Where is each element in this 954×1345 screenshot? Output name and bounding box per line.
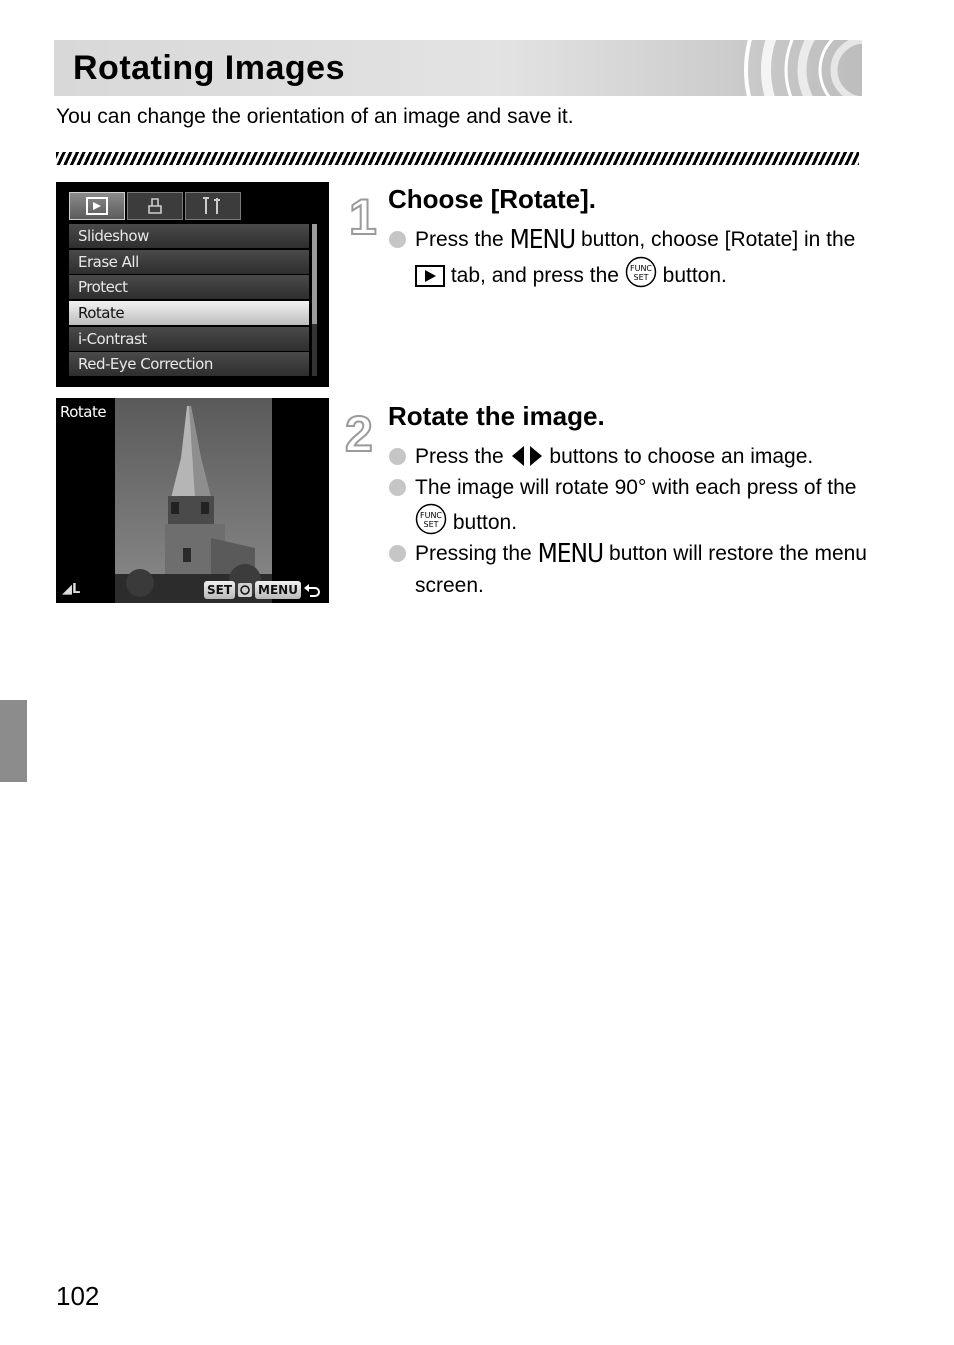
- hatched-divider: [56, 152, 859, 165]
- tab-settings[interactable]: [185, 192, 241, 220]
- menu-item-red-eye-correction[interactable]: Red-Eye Correction: [69, 352, 309, 376]
- func-set-button-icon: [625, 256, 657, 288]
- step-1-number-text: 1: [349, 189, 377, 240]
- svg-text:FUNC: FUNC: [419, 511, 443, 520]
- menu-scrollbar[interactable]: [312, 224, 317, 376]
- page-title: Rotating Images: [73, 49, 345, 87]
- menu-button-label: MENU: [509, 225, 576, 255]
- decorative-arcs-icon: [742, 40, 862, 96]
- image-size-badge: [62, 582, 80, 597]
- bullet-text: The image will rotate 90° with each press of the: [415, 476, 857, 499]
- func-set-button-icon: [415, 503, 447, 535]
- menu-tabs: [69, 192, 299, 220]
- svg-text:FUNC: FUNC: [629, 264, 652, 273]
- menu-item-slideshow[interactable]: Slideshow: [69, 224, 309, 248]
- return-arrow-icon: [303, 582, 321, 598]
- menu-item-i-contrast[interactable]: i-Contrast: [69, 327, 309, 351]
- step-2-bullets: [388, 441, 868, 601]
- step-2-number-text: 2: [345, 406, 373, 457]
- tab-playback[interactable]: [69, 192, 125, 220]
- left-right-arrows-icon: [510, 443, 544, 469]
- step-1-bullets: [388, 224, 868, 291]
- title-bar: [54, 40, 862, 96]
- screen-button-hints: [204, 581, 321, 599]
- bullet-text: tab, and press the: [450, 264, 619, 287]
- print-tab-icon: [128, 193, 182, 219]
- rotate-hint-icon: [237, 582, 253, 598]
- play-tab-icon: [70, 193, 124, 219]
- tab-print[interactable]: [127, 192, 183, 220]
- camera-rotate-screen: [56, 398, 329, 603]
- intro-text: You can change the orientation of an image and save it.: [56, 105, 574, 128]
- bullet-text: Press the: [415, 228, 504, 251]
- playback-tab-icon: [415, 264, 445, 288]
- bullet-text: Pressing the: [415, 542, 532, 565]
- step-1-title: Choose [Rotate].: [388, 184, 596, 214]
- page-number: 102: [56, 1281, 100, 1311]
- step-1-number: [343, 188, 383, 240]
- step-2-bullet-3: [388, 538, 868, 601]
- church-photo: [115, 398, 272, 603]
- menu-list: [69, 224, 309, 378]
- menu-item-rotate[interactable]: Rotate: [69, 301, 309, 325]
- menu-key-hint: MENU: [255, 581, 301, 599]
- step-2-bullet-1: [388, 441, 868, 472]
- bullet-text: buttons to choose an image.: [549, 445, 814, 468]
- svg-text:SET: SET: [633, 273, 649, 282]
- bullet-text: button.: [452, 511, 518, 534]
- image-size-label: L: [72, 582, 81, 597]
- step-2-bullet-2: [388, 472, 868, 538]
- step-2-number: [343, 405, 383, 457]
- camera-menu-screen: [56, 182, 329, 387]
- set-key-hint: SET: [204, 581, 235, 599]
- chapter-side-tab: [0, 700, 27, 782]
- bullet-text: button, choose [Rotate] in the: [581, 228, 856, 251]
- image-size-triangle-icon: ◢: [62, 582, 72, 597]
- bullet-text: button.: [662, 264, 727, 287]
- bullet-text: button will restore the menu screen.: [415, 542, 867, 597]
- svg-text:SET: SET: [423, 520, 439, 529]
- menu-item-protect[interactable]: Protect: [69, 275, 309, 299]
- bullet-text: Press the: [415, 445, 504, 468]
- step-2-title: Rotate the image.: [388, 401, 605, 431]
- step-1-bullet-1: [388, 224, 868, 291]
- screen-label: Rotate: [60, 403, 107, 421]
- menu-button-label: MENU: [537, 539, 604, 569]
- settings-tab-icon: [186, 193, 240, 219]
- menu-item-erase-all[interactable]: Erase All: [69, 250, 309, 274]
